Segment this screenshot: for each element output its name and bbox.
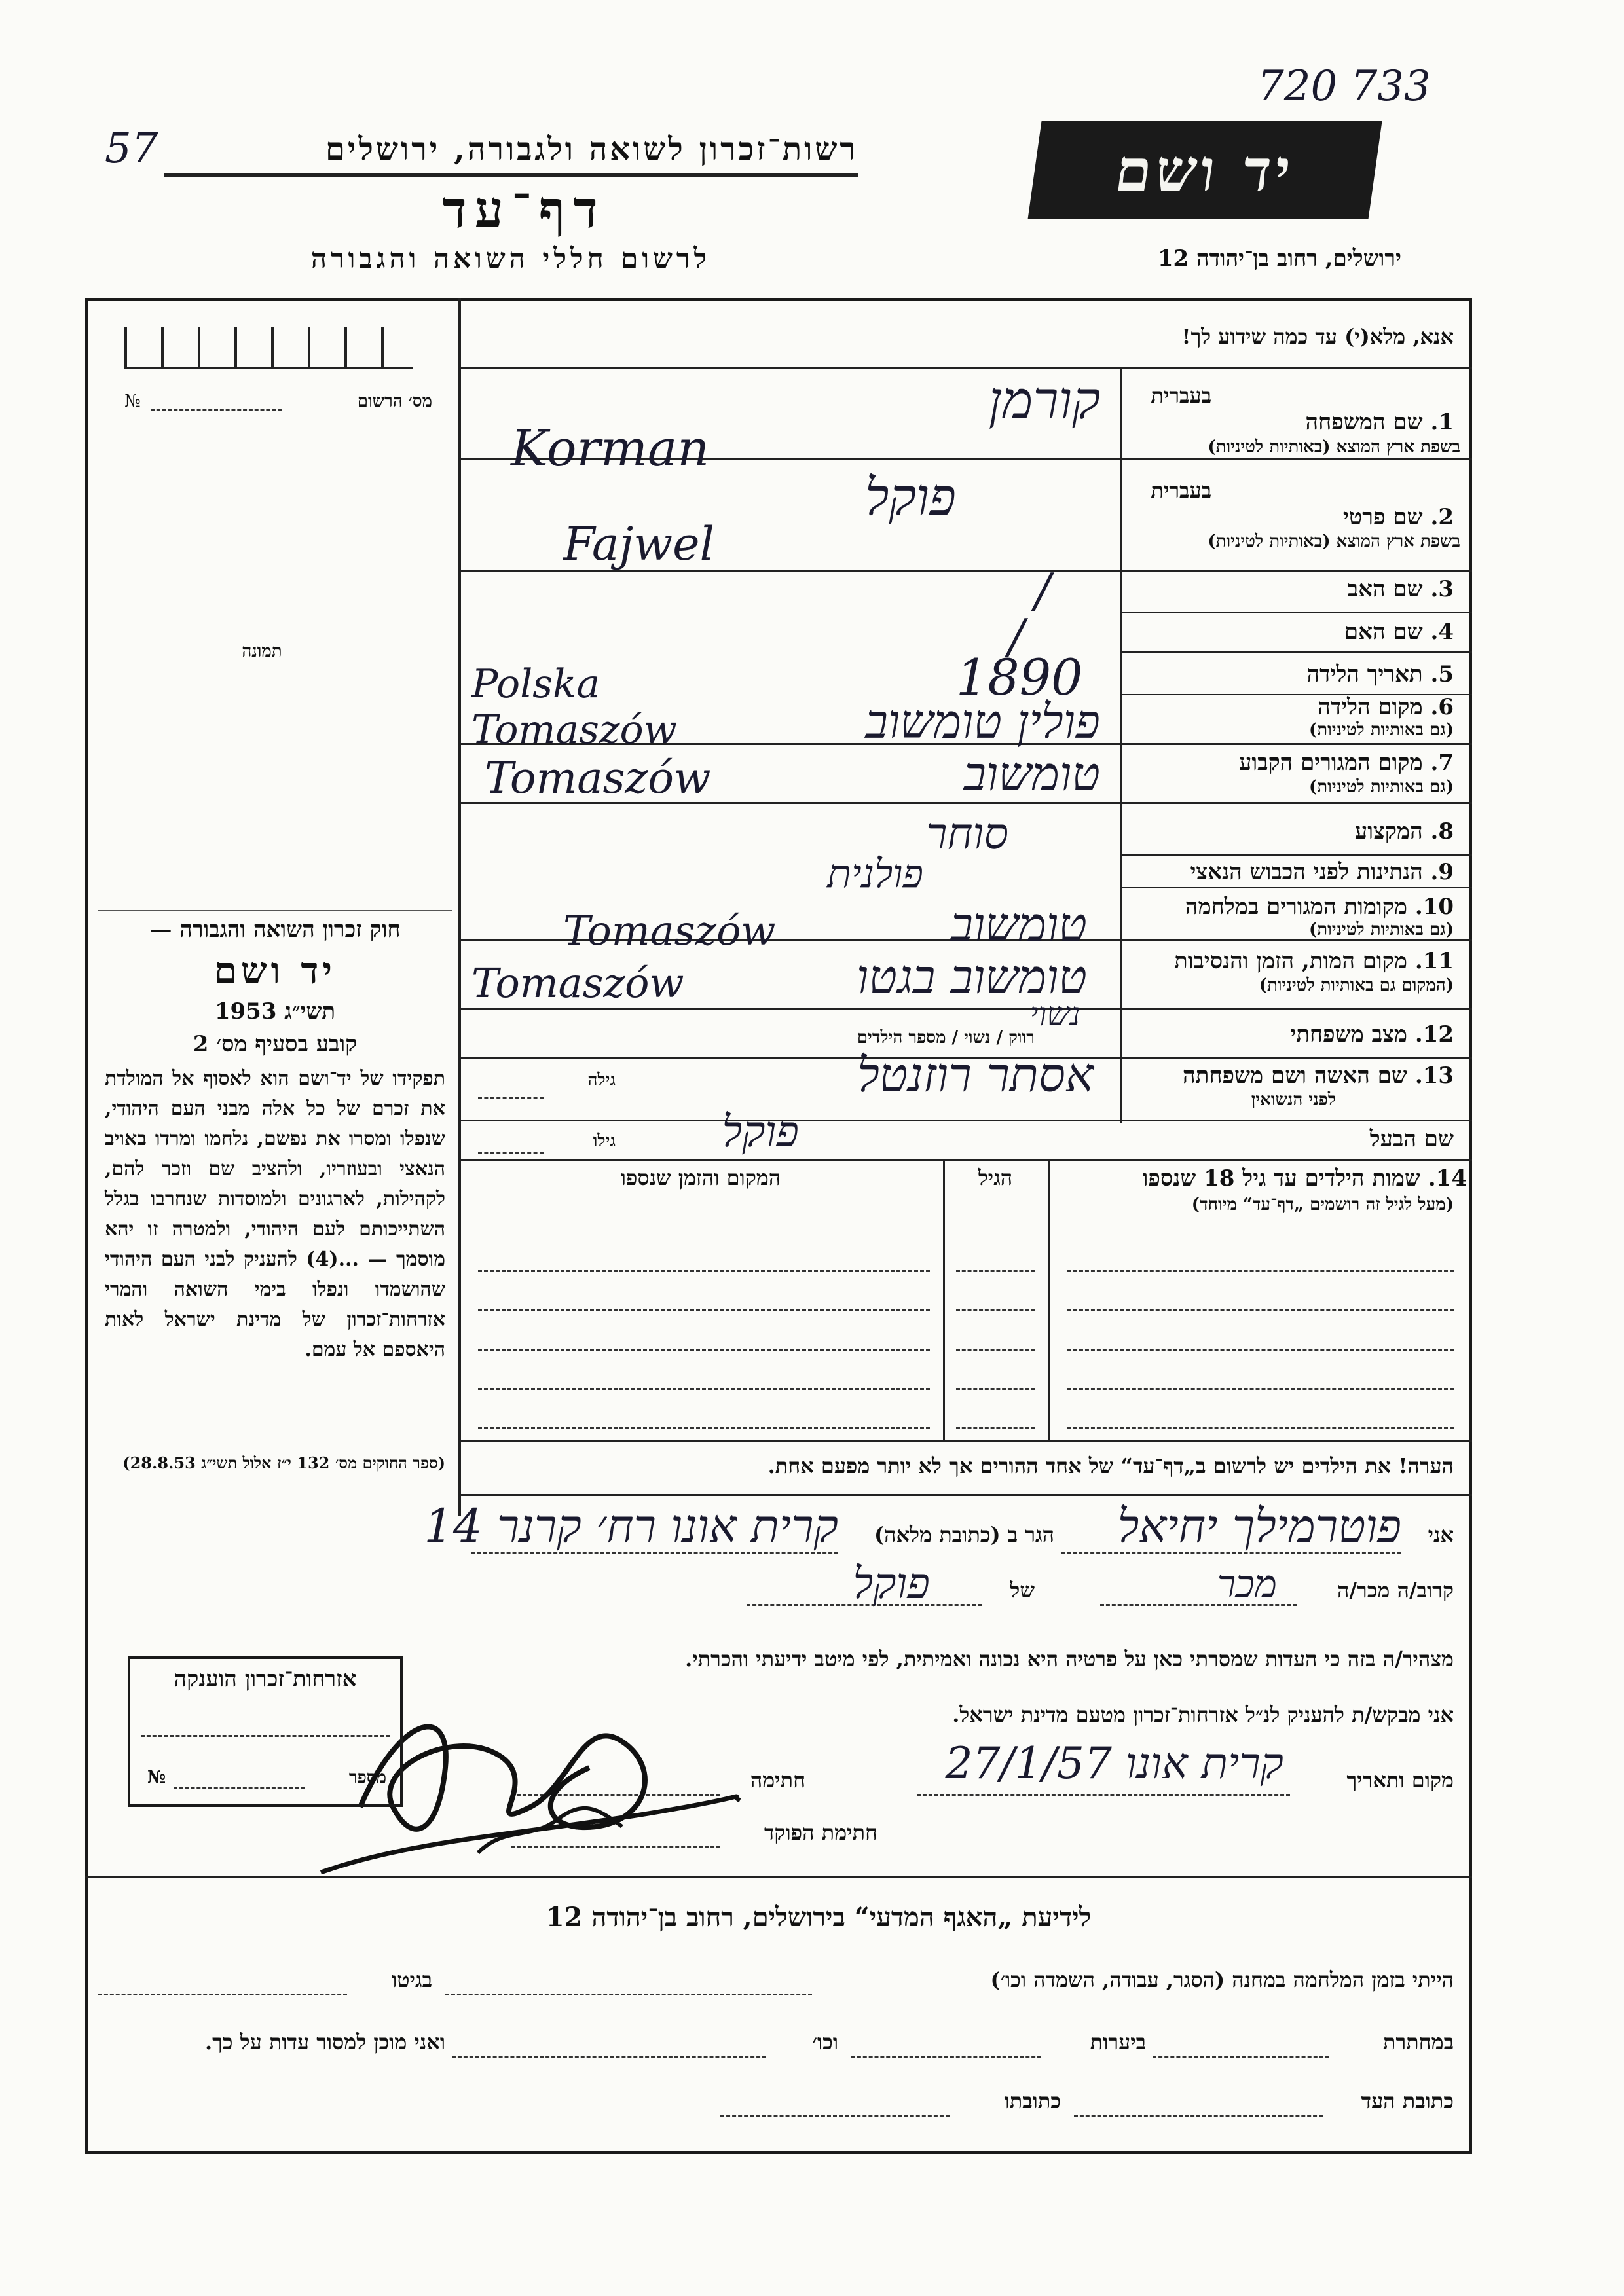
field-8-num: 8. <box>1430 818 1454 845</box>
row-rule-3 <box>1120 612 1472 613</box>
row-rule-4 <box>1120 651 1472 653</box>
child-row-1-age <box>956 1270 1035 1272</box>
row-rule-14 <box>458 1159 1472 1161</box>
field-10-label <box>1126 894 1454 920</box>
children-title <box>1061 1165 1467 1192</box>
left-column-divider <box>458 298 461 1516</box>
child-row-2-age <box>956 1309 1035 1311</box>
field-11-hebrew-value: טומשוב בגטו <box>857 949 1087 1004</box>
husband-age-line <box>478 1152 544 1154</box>
children-col-place: המקום והזמן שנספו <box>620 1165 781 1190</box>
field-4-value: / <box>1008 609 1025 664</box>
registration-no-label: מס׳ הרשום <box>357 392 432 411</box>
declarant-name-value: פוטרמילך יחיאל <box>1117 1499 1401 1553</box>
form-subtitle: לרשום חללי השואה והגבורה <box>310 242 711 274</box>
field-11-sublabel: (המקום גם באותיות לטיניות) <box>1259 975 1454 995</box>
children-num: 14. <box>1428 1165 1467 1192</box>
of-value: פוקל <box>853 1558 930 1609</box>
footer-title: לידיעת „האגף המדעי“ בירושלים, רחוב בן־יהודה 12 <box>545 1902 1092 1933</box>
footer-line1-dash-2 <box>98 1994 347 1995</box>
field-12-text: מצב משפחתי <box>1290 1021 1407 1048</box>
field-5-value: 1890 <box>956 648 1083 706</box>
field-11-num: 11. <box>1414 948 1454 974</box>
declaration-text: מצהיר/ה בזה כי העדות שמסרתי כאן על פרטיה היא נכונה ואמיתית, לפי מיטב ידיעתי והכרתי. <box>685 1647 1454 1671</box>
husband-label: שם הבעל <box>1369 1126 1454 1152</box>
field-11-latin-value: Tomaszów <box>471 959 684 1007</box>
authority-line: רשות־זכרון לשואה ולגבורה, ירושלים <box>325 131 858 168</box>
place-date-value: קרית אונו 27/1/57 <box>945 1738 1283 1789</box>
husband-age-label: גילו <box>593 1131 616 1151</box>
child-row-1-name <box>1067 1270 1454 1272</box>
field-2-label <box>1218 504 1454 530</box>
footer-line3-dash-2 <box>720 2115 950 2117</box>
footer-line1-a: הייתי בזמן המלחמה במחנה (הסגר, עבודה, השמדה וכו׳) <box>990 1967 1454 1992</box>
field-12-value: נשוי <box>1029 995 1080 1033</box>
field-5-label <box>1218 661 1454 687</box>
field-9-label <box>1126 859 1454 885</box>
field-10-sublabel: (גם באותיות לטיניות) <box>1308 920 1454 939</box>
please-note: אנא, מלא(י) עד כמה שידוע לך! <box>1181 324 1454 349</box>
field-7-text: מקום המגורים הקבוע <box>1239 750 1423 776</box>
relative-label: קרוב/ה מכר/ה <box>1337 1578 1454 1603</box>
child-row-5-name <box>1067 1427 1454 1429</box>
field-3-num: 3. <box>1430 576 1454 602</box>
law-body: תפקידו של יד־ושם הוא לאסוף אל המולדת את זכרם של כל אלה מבני העם היהודי, שנפלו ומסרו את נפשם, נלחמו ומרדו באויב הנאצי ובעוזריו, ולהציב שם וזכר להם, לקהילות, לארגונים ולמוסדות שנחרבו בגלל השתייכותם לעם היהודי, ולמטרה זו יהא מוסמך — ...(4) להעניק לבני העם היהודי שהושמדו ונפלו בימי השואה והמרי אזרחות־זכרון של מדינת ישראל לאות היאספם אל עמם. <box>105 1067 445 1361</box>
children-title-text: שמות הילדים עד גיל 18 שנספו <box>1142 1165 1420 1192</box>
native-lang-note-1: בשפת ארץ המוצא (באותיות לטיניות) <box>1208 437 1460 457</box>
field-9-num: 9. <box>1430 859 1454 885</box>
field-6-hebrew-value: פולין טומשוב <box>865 694 1100 749</box>
field-6-latin-value: Polska Tomaszów <box>471 661 678 753</box>
field-3-text: שם האב <box>1347 576 1423 602</box>
field-7-hebrew-value: טומשוב <box>963 746 1100 801</box>
field-5-text: תאריך הלידה <box>1306 661 1423 687</box>
field-10-hebrew-value: טומשוב <box>950 897 1087 952</box>
registration-no-line <box>151 409 282 411</box>
memorial-number-line <box>174 1787 304 1789</box>
field-8-value: סוחר <box>926 809 1008 859</box>
field-2-num: 2. <box>1430 504 1454 530</box>
child-row-4-name <box>1067 1388 1454 1390</box>
child-row-4-age <box>956 1388 1035 1390</box>
field-4-num: 4. <box>1430 619 1454 645</box>
declarant-i-label: אני <box>1428 1522 1454 1547</box>
field-3-label <box>1218 576 1454 602</box>
field-9-text: הנתינות לפני הכבוש הנאצי <box>1190 859 1423 885</box>
remark: הערה! את הילדים יש לרשום ב„דף־עד“ של אחד ההורים אך לא יותר מפעם אחת. <box>767 1453 1454 1478</box>
native-lang-note-2: בשפת ארץ המוצא (באותיות לטיניות) <box>1208 532 1460 551</box>
field-8-text: המקצוע <box>1354 818 1423 845</box>
in-hebrew-label-1: בעברית <box>1151 383 1211 408</box>
signature-label: חתימה <box>750 1768 805 1793</box>
field-2-hebrew-value: פוקל <box>864 468 956 527</box>
field-1-text: שם המשפחה <box>1305 409 1423 435</box>
children-col-age: הגיל <box>978 1165 1013 1190</box>
place-date-line <box>917 1794 1290 1796</box>
law-title-4: קובע בסעיף מס׳ 2 <box>193 1031 358 1057</box>
field-6-label <box>1218 694 1454 720</box>
field-13-sublabel: לפני הנשואין <box>1251 1090 1336 1110</box>
in-hebrew-label-2: בעברית <box>1151 478 1211 503</box>
field-11-text: מקום המות, הזמן והנסיבות <box>1173 948 1407 974</box>
child-row-1-place <box>478 1270 930 1272</box>
field-1-hebrew-value: קורמן <box>988 370 1100 431</box>
field-1-num: 1. <box>1430 409 1454 435</box>
child-row-2-place <box>478 1309 930 1311</box>
memorial-box-title: אזרחות־זכרון הוענקה <box>174 1666 357 1692</box>
field-10-num: 10. <box>1414 894 1454 920</box>
child-row-2-name <box>1067 1309 1454 1311</box>
field-13-label <box>1126 1063 1454 1089</box>
request-text: אני מבקש/ת להעניק לנ״ל אזרחות־זכרון מטעם מדינת ישראל. <box>952 1702 1454 1727</box>
field-10-latin-value: Tomaszów <box>563 907 776 955</box>
field-7-label <box>1153 750 1454 776</box>
child-row-3-place <box>478 1349 930 1351</box>
field-3-value: / <box>1035 563 1051 618</box>
declarant-address-value: קרית אונו רח׳ קרנר 14 <box>424 1499 838 1553</box>
field-13-age-line <box>478 1097 544 1099</box>
field-13-num: 13. <box>1414 1063 1454 1089</box>
field-6-text: מקום הלידה <box>1318 694 1423 720</box>
authority-underline <box>164 173 858 177</box>
field-11-label <box>1126 948 1454 974</box>
of-label: של <box>1010 1578 1035 1603</box>
footer-line3-dash-1 <box>1074 2115 1323 2117</box>
footer-line3-b: כתובתו <box>1004 2088 1061 2113</box>
field-4-label <box>1218 619 1454 645</box>
registration-no-sign: № <box>124 392 141 411</box>
field-7-sublabel: (גם באותיות לטיניות) <box>1308 777 1454 797</box>
field-13-value: אסתר רוזנטל <box>857 1048 1094 1102</box>
law-title-1: חוק זכרון השואה והגבורה — <box>149 917 401 943</box>
form-title: דף־עד <box>442 180 606 240</box>
field-2-latin-value: Fajwel <box>563 517 714 571</box>
field-13-text: שם האשה ושם משפחתה <box>1183 1063 1407 1089</box>
law-ref: (ספר החוקים מס׳ 132 י״ז אלול תשי״ג 28.8.53) <box>122 1453 445 1472</box>
memorial-number-sign: № <box>147 1768 166 1787</box>
footer-line3-a: כתובת העד <box>1361 2088 1454 2113</box>
footer-separator <box>85 1876 1472 1878</box>
photo-label: תמונה <box>242 642 282 661</box>
field-5-num: 5. <box>1430 661 1454 687</box>
field-7-num: 7. <box>1430 750 1454 776</box>
top-row-rule <box>458 367 1472 369</box>
field-12-num: 12. <box>1414 1021 1454 1048</box>
law-title-3: תשי״ג 1953 <box>214 998 336 1025</box>
field-1-label <box>1218 409 1454 435</box>
declarant-resides-label: הגר ב (כתובת מלאה) <box>874 1522 1054 1547</box>
footer-line2-dash-1 <box>1153 2056 1329 2058</box>
field-9-value: פולנית <box>827 851 923 897</box>
child-row-5-age <box>956 1427 1035 1429</box>
children-col-divider-2 <box>943 1159 945 1440</box>
field-2-text: שם פרטי <box>1342 504 1423 530</box>
field-4-text: שם האם <box>1344 619 1423 645</box>
children-note: (מעל לגיל זה רושמים „דף־עד“ מיוחד) <box>1191 1195 1454 1214</box>
footer-line1-b: בגיטו <box>392 1967 432 1992</box>
number-57: 57 <box>105 124 158 173</box>
address-line: ירושלים, רחוב בן־יהודה 12 <box>1157 246 1401 272</box>
field-12-label <box>1218 1021 1454 1048</box>
footer-line2-b: ביערות <box>1090 2030 1146 2054</box>
remark-top-rule <box>458 1440 1472 1442</box>
row-rule-11 <box>458 1008 1472 1010</box>
row-rule-8 <box>1120 854 1472 856</box>
row-rule-13 <box>458 1120 1472 1121</box>
row-rule-9 <box>1120 887 1472 888</box>
field-12-options: רווק / נשוי / מספר הילדים <box>857 1028 1035 1048</box>
child-row-3-name <box>1067 1349 1454 1351</box>
footer-line1-dash <box>445 1994 812 1995</box>
child-row-4-place <box>478 1388 930 1390</box>
remark-bottom-rule <box>458 1494 1472 1496</box>
footer-line2-c: וכו׳ <box>812 2030 838 2054</box>
field-6-num: 6. <box>1430 694 1454 720</box>
children-col-divider-1 <box>1048 1159 1050 1440</box>
official-sig-label: חתימת הפוקד <box>764 1820 877 1845</box>
place-date-label: מקום ותאריך <box>1346 1768 1454 1793</box>
footer-line2-d: ואני מוכן למסור עדות על כך. <box>204 2030 445 2054</box>
law-title-2: יד ושם <box>213 949 337 993</box>
relative-value: מכר <box>1217 1561 1277 1606</box>
footer-line2-a: במחתרת <box>1382 2030 1454 2054</box>
footer-line2-dash-3 <box>452 2056 766 2058</box>
field-6-sublabel: (גם באותיות לטיניות) <box>1308 720 1454 740</box>
logo-text: יד ושם <box>1111 136 1299 204</box>
field-10-text: מקומות המגורים במלחמה <box>1185 894 1407 920</box>
file-number-handwritten: 720 733 <box>1257 62 1431 111</box>
field-1-latin-value: Korman <box>511 419 710 477</box>
field-13-age-label: גילה <box>587 1070 616 1090</box>
child-row-3-age <box>956 1349 1035 1351</box>
child-row-5-place <box>478 1427 930 1429</box>
field-7-latin-value: Tomaszów <box>485 753 711 803</box>
footer-line2-dash-2 <box>851 2056 1041 2058</box>
yad-vashem-logo <box>1027 121 1382 219</box>
husband-value: פוקל <box>722 1106 799 1157</box>
memorial-number-label: מספר <box>348 1768 386 1787</box>
registration-boxes <box>124 327 413 369</box>
field-8-label <box>1218 818 1454 845</box>
memorial-box-line-1 <box>141 1735 390 1737</box>
